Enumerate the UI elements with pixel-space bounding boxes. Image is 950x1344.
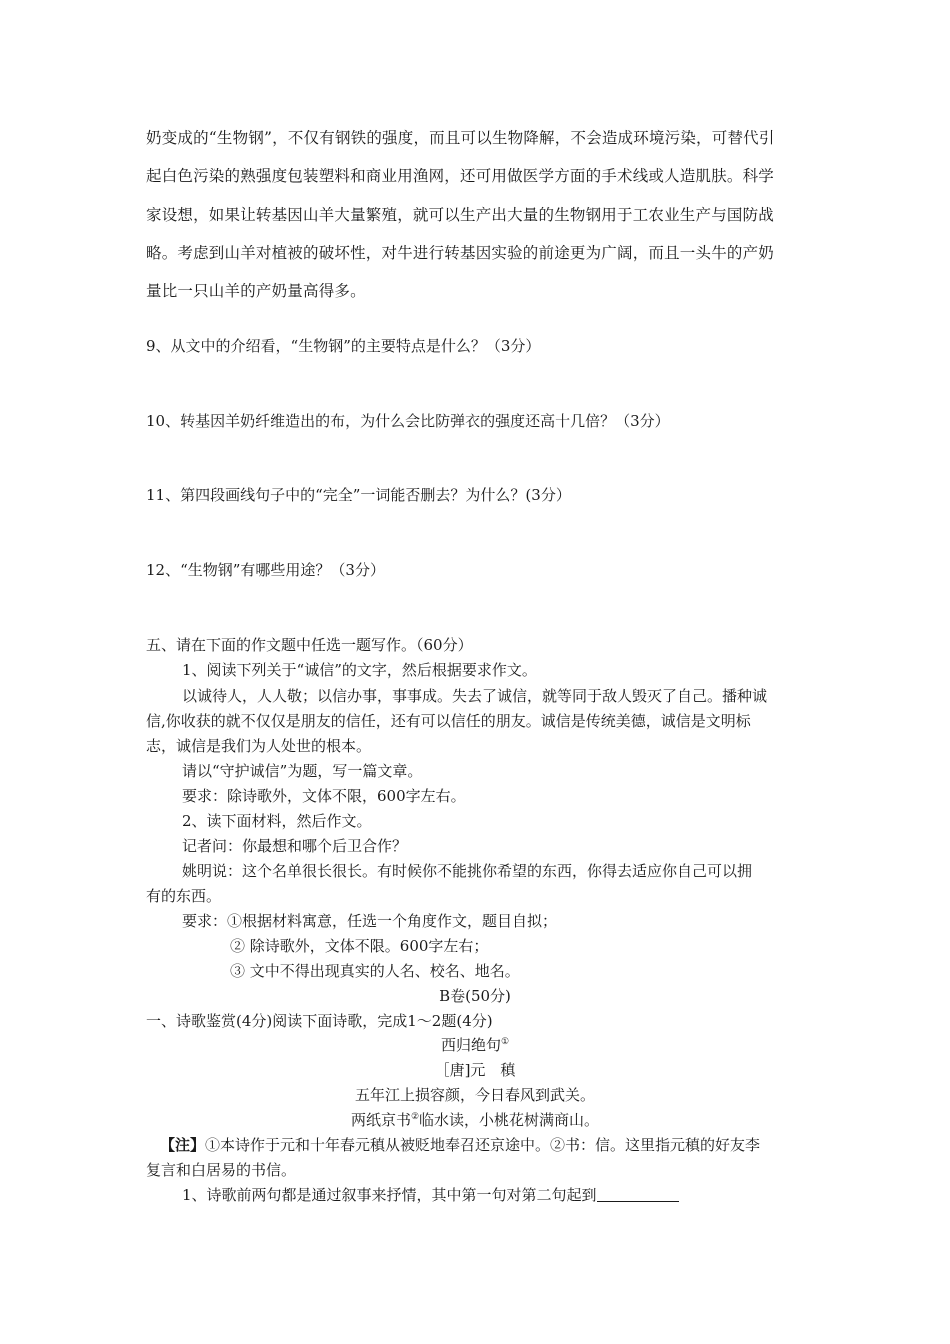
- poetry-question-1: 1、诗歌前两句都是通过叙事来抒情，其中第一句对第二句起到: [182, 1184, 679, 1205]
- essay-prompt: 请以“守护诚信”为题，写一篇文章。: [182, 762, 423, 780]
- poem-note: 【注】①本诗作于元和十年春元稹从被贬地奉召还京途中。②书：信。这里指元稹的好友李: [160, 1136, 761, 1154]
- footnote-mark: ②: [410, 1112, 420, 1122]
- essay-text-line: 姚明说：这个名单很长很长。有时候你不能挑你希望的东西，你得去适应你自己可以拥: [182, 862, 753, 880]
- answer-blank[interactable]: [597, 1187, 679, 1202]
- passage-line: 略。考虑到山羊对植被的破坏性，对牛进行转基因实验的前途更为广阔，而且一头牛的产奶: [146, 244, 775, 262]
- question-12: 12、“生物钢”有哪些用途？（3分）: [146, 561, 385, 579]
- passage-line: 家设想，如果让转基因山羊大量繁殖，就可以生产出大量的生物钢用于工农业生产与国防战: [146, 206, 775, 224]
- essay-text-line: 有的东西。: [146, 887, 222, 905]
- essay-requirement: ② 除诗歌外，文体不限。600字左右；: [230, 937, 489, 955]
- essay-requirement: 要求：①根据材料寓意，任选一个角度作文，题目自拟；: [182, 912, 558, 930]
- poem-title: 西归绝句①: [440, 1036, 510, 1054]
- poem-line: 两纸京书②临水读，小桃花树满商山。: [350, 1111, 600, 1129]
- essay-text-line: 以诚待人，人人敬；以信办事，事事成。失去了诚信，就等同于敌人毁灭了自己。播种诚: [182, 687, 768, 705]
- passage-line: 起白色污染的熟强度包装塑料和商业用渔网，还可用做医学方面的手术线或人造肌肤。科学: [146, 167, 775, 185]
- poem-note-cont: 复言和白居易的书信。: [146, 1161, 297, 1179]
- volume-b-title: B卷(50分): [439, 987, 511, 1005]
- essay-text-line: 信,你收获的就不仅仅是朋友的信任，还有可以信任的朋友。诚信是传统美德，诚信是文明标: [146, 712, 751, 730]
- poetry-section-heading: 一、诗歌鉴赏(4分)阅读下面诗歌，完成1～2题(4分): [146, 1012, 493, 1030]
- passage-line: 量比一只山羊的产奶量高得多。: [146, 282, 366, 300]
- section5-heading: 五、请在下面的作文题中任选一题写作。（60分）: [146, 636, 473, 654]
- essay-text-line: 志，诚信是我们为人处世的根本。: [146, 737, 372, 755]
- poem-author: ［唐]元 稹: [434, 1061, 516, 1079]
- poem-line: 五年江上损容颜，今日春风到武关。: [354, 1086, 595, 1104]
- passage-line: 奶变成的“生物钢”，不仅有钢铁的强度，而且可以生物降解，不会造成环境污染，可替代引: [146, 129, 775, 147]
- footnote-mark: ①: [500, 1037, 510, 1047]
- essay-option-2: 2、读下面材料，然后作文。: [182, 812, 372, 830]
- essay-requirement: ③ 文中不得出现真实的人名、校名、地名。: [230, 962, 520, 980]
- question-11: 11、第四段画线句子中的“完全”一词能否删去？为什么？(3分）: [146, 486, 571, 504]
- note-label: 【注】: [160, 1136, 206, 1154]
- essay-text-line: 记者问：你最想和哪个后卫合作？: [182, 837, 408, 855]
- essay-option-1: 1、阅读下列关于“诚信”的文字，然后根据要求作文。: [182, 661, 537, 679]
- question-10: 10、转基因羊奶纤维造出的布，为什么会比防弹衣的强度还高十几倍？（3分）: [146, 412, 670, 430]
- essay-requirement: 要求：除诗歌外，文体不限，600字左右。: [182, 787, 466, 805]
- question-9: 9、从文中的介绍看，“生物钢”的主要特点是什么？（3分）: [146, 337, 541, 355]
